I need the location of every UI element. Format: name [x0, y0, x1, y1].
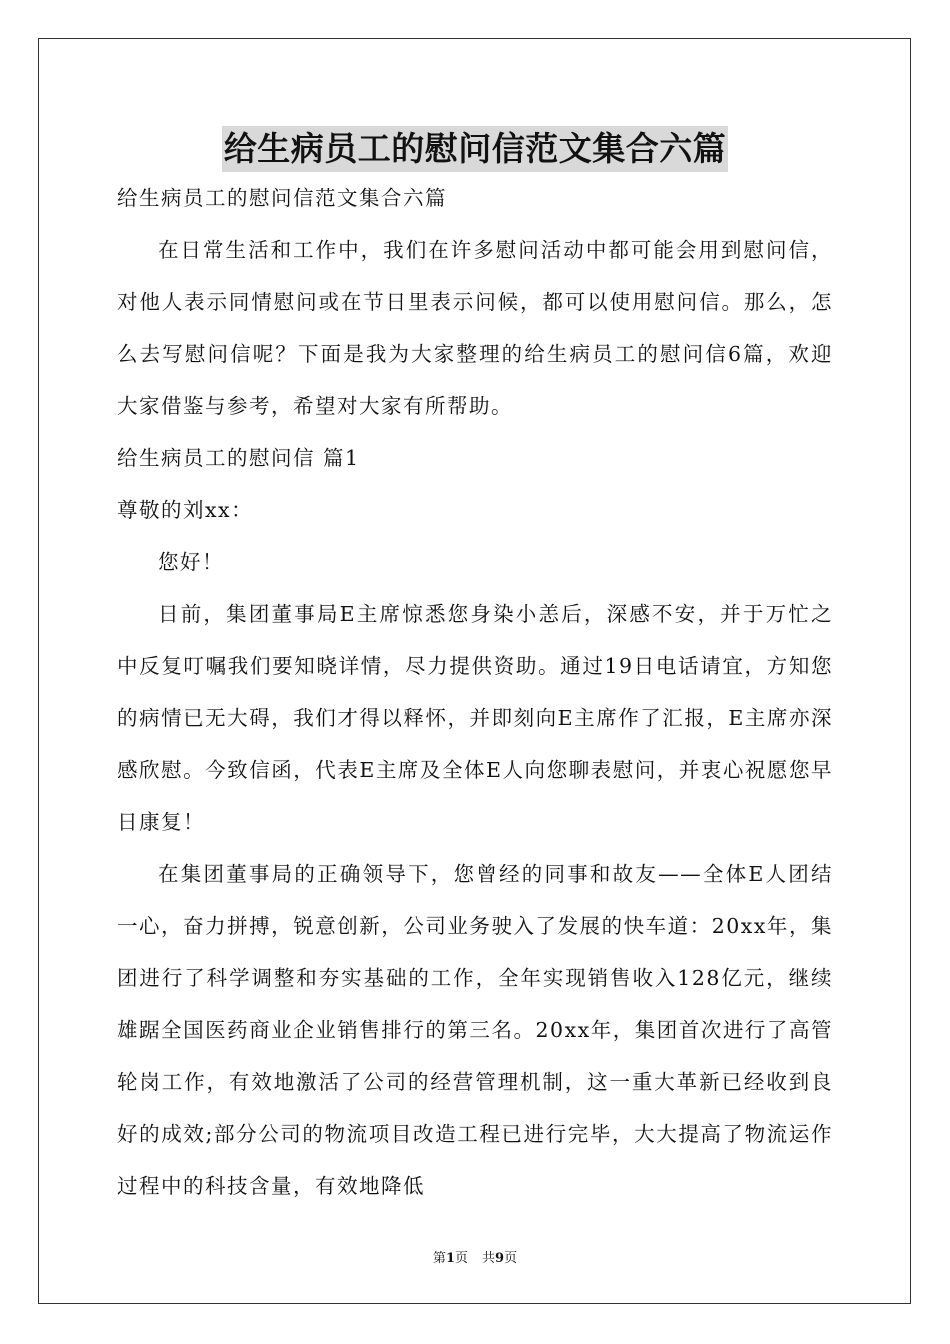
page-unit: 页: [454, 1251, 468, 1266]
page-footer: [0, 1247, 950, 1266]
page-current: 1: [445, 1251, 455, 1266]
body-paragraph-1: 日前，集团董事局E主席惊悉您身染小恙后，深感不安，并于万忙之中反复叮嘱我们要知晓详情，尽力提供资助。通过19日电话请宜，方知您的病情已无大碍，我们才得以释怀，并即刻向E主席作了汇报，E主席亦深感欣慰。今致信函，代表E主席及全体E人向您聊表慰问，并衷心祝愿您早日康复！: [117, 602, 833, 834]
page-prefix: 第: [432, 1251, 446, 1266]
document-body: [117, 172, 833, 1212]
subtitle-line: 给生病员工的慰问信范文集合六篇: [117, 186, 447, 210]
total-prefix: 共: [482, 1251, 496, 1266]
greeting: 您好！: [158, 550, 224, 574]
body-paragraph-2: 在集团董事局的正确领导下，您曾经的同事和故友——全体E人团结一心，奋力拼搏，锐意创新，公司业务驶入了发展的快车道：20xx年，集团进行了科学调整和夯实基础的工作，全年实现销售收入128亿元，继续雄踞全国医药商业企业销售排行的第三名。20xx年，集团首次进行了高管轮岗工作，有效地激活了公司的经营管理机制，这一重大革新已经收到良好的成效;部分公司的物流项目改造工程已进行完毕，大大提高了物流运作过程中的科技含量，有效地降低: [117, 862, 833, 1198]
intro-paragraph: 在日常生活和工作中，我们在许多慰问活动中都可能会用到慰问信，对他人表示同情慰问或在节日里表示问候，都可以使用慰问信。那么，怎么去写慰问信呢？下面是我为大家整理的给生病员工的慰问信6篇，欢迎大家借鉴与参考，希望对大家有所帮助。: [117, 238, 833, 418]
salutation: 尊敬的刘xx：: [117, 498, 254, 522]
total-unit: 页: [504, 1251, 518, 1266]
document-title: 给生病员工的慰问信范文集合六篇: [222, 126, 729, 172]
title-container: [0, 126, 950, 172]
page-total: 9: [495, 1251, 505, 1266]
section-heading: 给生病员工的慰问信 篇1: [117, 446, 360, 470]
